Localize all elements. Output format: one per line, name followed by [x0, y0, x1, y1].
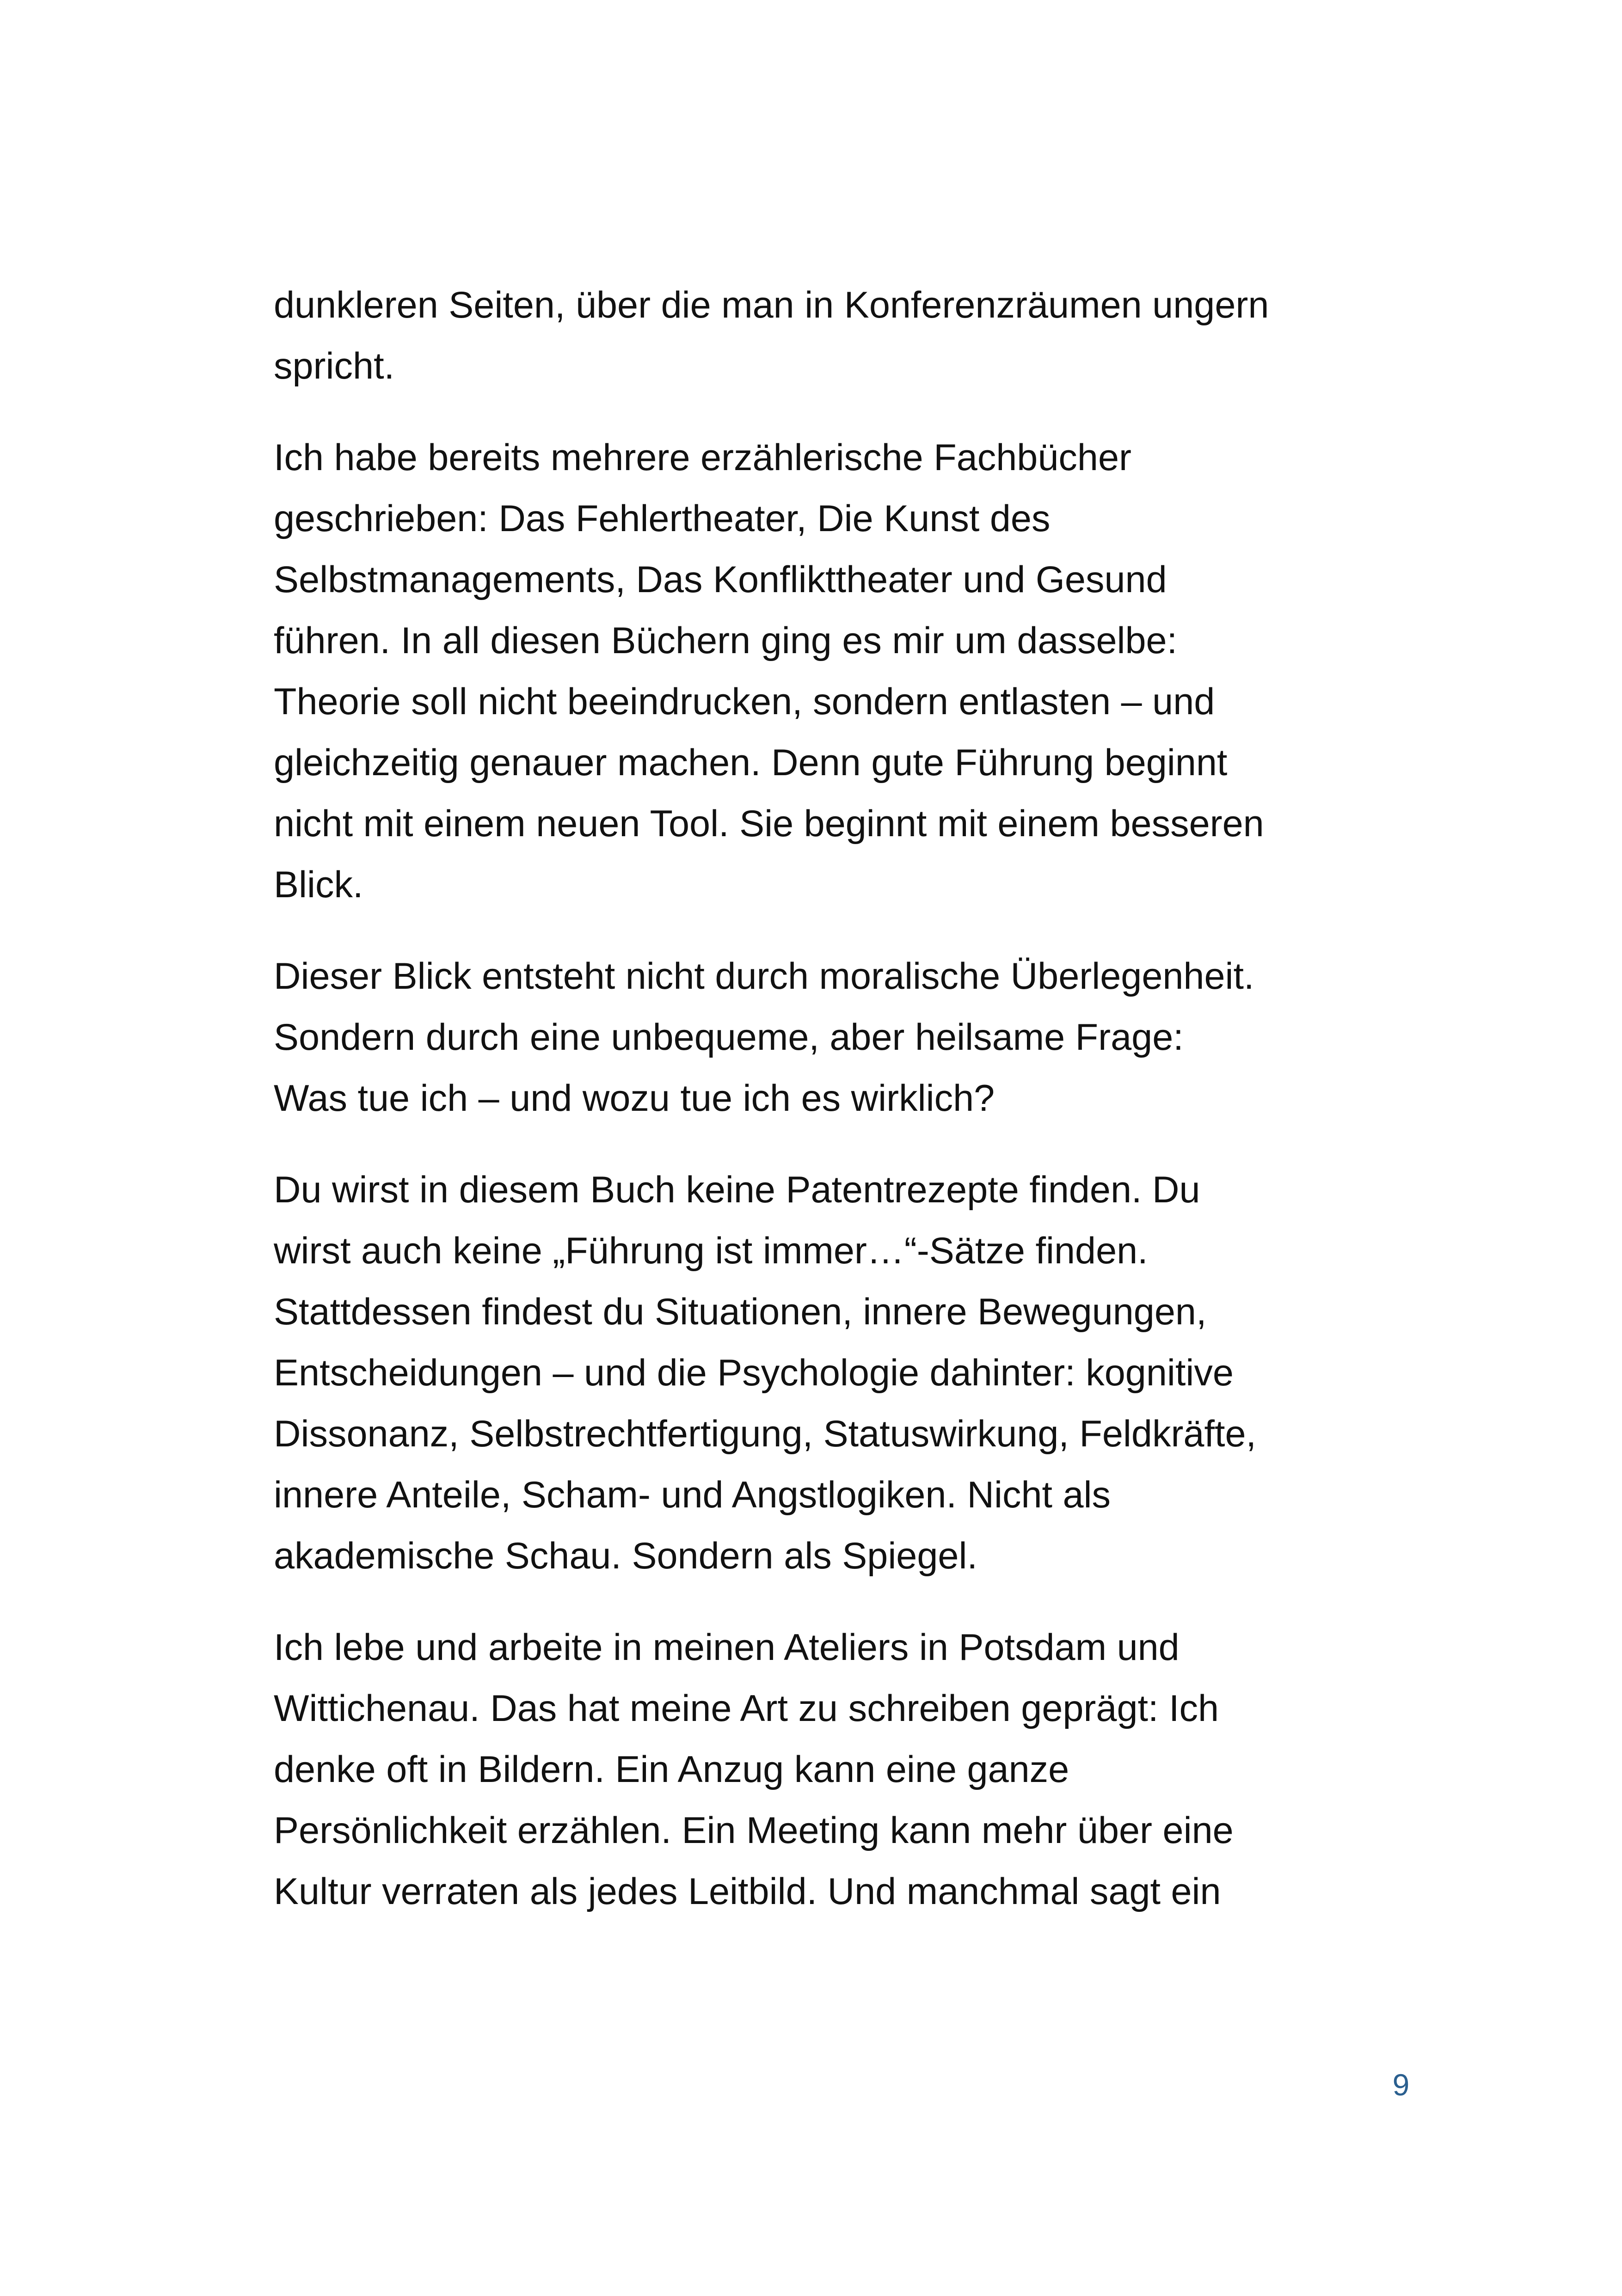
text-line: Kultur verraten als jedes Leitbild. Und manchmal sagt ein: [274, 1871, 1221, 1912]
text-line: Wittichenau. Das hat meine Art zu schreiben geprägt: Ich: [274, 1688, 1219, 1729]
paragraph-4: [274, 1159, 1439, 1586]
text-line: Ich lebe und arbeite in meinen Ateliers in Potsdam und: [274, 1627, 1180, 1668]
text-line: Dieser Blick entsteht nicht durch moralische Überlegenheit.: [274, 955, 1254, 997]
text-line: Persönlichkeit erzählen. Ein Meeting kann mehr über eine: [274, 1810, 1234, 1851]
text-line: Stattdessen findest du Situationen, innere Bewegungen,: [274, 1291, 1207, 1333]
text-line: spricht.: [274, 345, 395, 387]
text-line: Selbstmanagements, Das Konflikttheater und Gesund: [274, 559, 1167, 600]
text-line: wirst auch keine „Führung ist immer…“-Sätze finden.: [274, 1230, 1148, 1272]
text-line: akademische Schau. Sondern als Spiegel.: [274, 1535, 977, 1577]
text-line: innere Anteile, Scham- und Angstlogiken. Nicht als: [274, 1474, 1111, 1516]
text-line: nicht mit einem neuen Tool. Sie beginnt mit einem besseren: [274, 803, 1264, 845]
text-line: geschrieben: Das Fehlertheater, Die Kunst des: [274, 498, 1051, 539]
text-line: Ich habe bereits mehrere erzählerische Fachbücher: [274, 437, 1131, 478]
paragraph-5: [274, 1617, 1439, 1922]
paragraph-3: [274, 946, 1439, 1129]
text-line: dunkleren Seiten, über die man in Konferenzräumen ungern: [274, 284, 1269, 326]
text-line: denke oft in Bildern. Ein Anzug kann eine ganze: [274, 1749, 1069, 1790]
text-line: Du wirst in diesem Buch keine Patentrezepte finden. Du: [274, 1169, 1200, 1211]
text-line: Blick.: [274, 864, 363, 906]
text-line: Sondern durch eine unbequeme, aber heilsame Frage:: [274, 1016, 1184, 1058]
text-line: gleichzeitig genauer machen. Denn gute Führung beginnt: [274, 742, 1228, 784]
text-line: Dissonanz, Selbstrechtfertigung, Statuswirkung, Feldkräfte,: [274, 1413, 1257, 1455]
text-line: Entscheidungen – und die Psychologie dahinter: kognitive: [274, 1352, 1234, 1394]
text-line: führen. In all diesen Büchern ging es mir um dasselbe:: [274, 620, 1178, 661]
body-text: [274, 275, 1439, 1922]
text-line: Theorie soll nicht beeindrucken, sondern entlasten – und: [274, 681, 1215, 722]
text-line: Was tue ich – und wozu tue ich es wirklich?: [274, 1078, 995, 1119]
paragraph-2: [274, 427, 1439, 915]
page-number: 9: [1392, 2068, 1410, 2102]
paragraph-1: [274, 275, 1439, 397]
